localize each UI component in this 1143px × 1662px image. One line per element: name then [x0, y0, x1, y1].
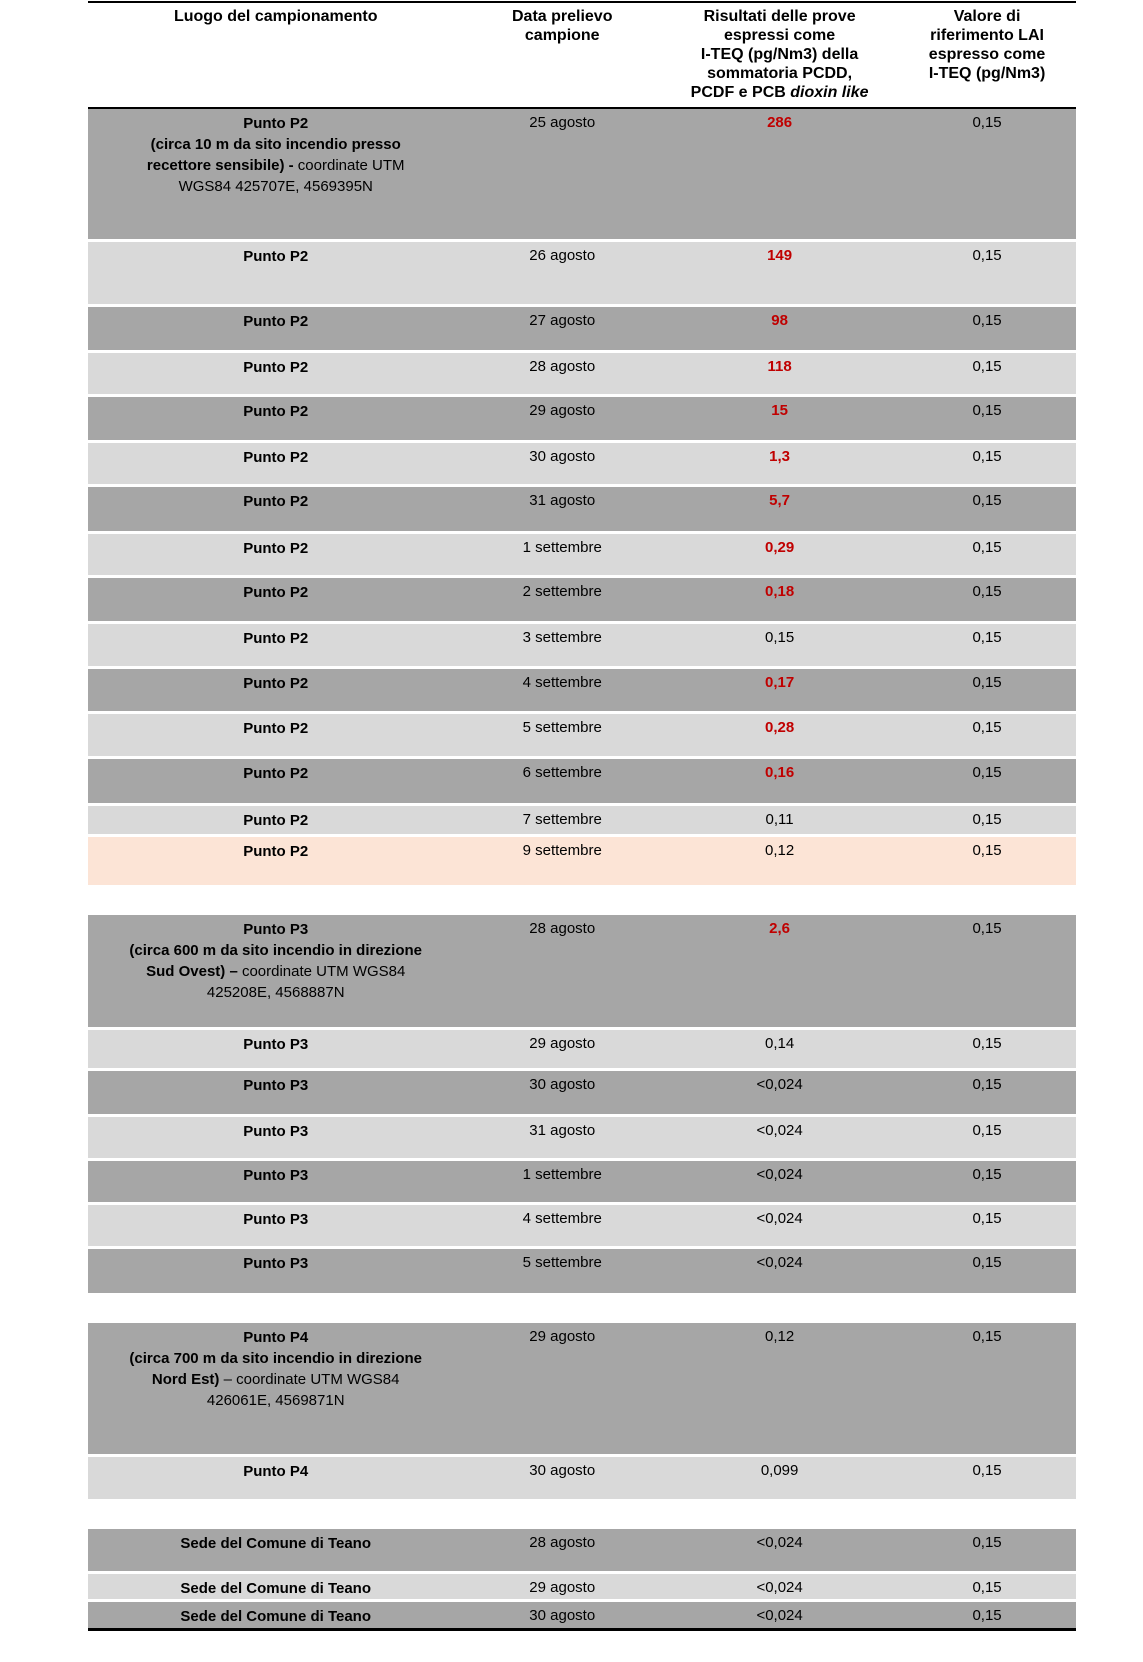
- text-line: [94, 718, 457, 739]
- text-line: [94, 982, 457, 1003]
- text-line: [94, 401, 457, 422]
- location-cell: [88, 806, 463, 831]
- reference-cell: 0,15: [972, 448, 1002, 465]
- text-line: [94, 940, 457, 961]
- results-table-punto-p2: [88, 1, 1076, 885]
- reference-cell: 0,15: [972, 1534, 1002, 1551]
- result-cell: 0,11: [765, 811, 794, 828]
- location-cell: [88, 487, 463, 512]
- location-cell: [88, 1249, 463, 1274]
- date-cell: 4 settembre: [522, 1210, 602, 1227]
- reference-cell: 0,15: [972, 247, 1002, 264]
- table-row: [88, 1249, 1076, 1293]
- table-row: [88, 1030, 1076, 1068]
- result-cell: 118: [767, 358, 792, 375]
- result-cell: 149: [767, 247, 793, 264]
- text-line: [94, 1348, 457, 1369]
- date-cell: 7 settembre: [522, 811, 602, 828]
- text-line: [904, 64, 1070, 83]
- result-cell: 1,3: [769, 448, 791, 465]
- result-cell: <0,024: [756, 1122, 803, 1139]
- table-row: [88, 1161, 1076, 1202]
- location-cell: [88, 242, 463, 267]
- result-cell: 0,14: [764, 1035, 795, 1052]
- result-cell: 0,12: [764, 1328, 795, 1345]
- text-line: [94, 1461, 457, 1482]
- text-line: [904, 26, 1070, 45]
- reference-cell: 0,15: [972, 312, 1002, 329]
- reference-cell: 0,15: [972, 1254, 1002, 1271]
- text-line: [94, 919, 457, 940]
- text-segment: Sede del Comune di Teano: [180, 1535, 372, 1552]
- date-cell: 3 settembre: [522, 629, 602, 646]
- text-segment: Punto P3: [243, 921, 309, 938]
- date-cell: 29 agosto: [529, 1328, 596, 1345]
- text-line: [94, 491, 457, 512]
- text-segment: I-TEQ (pg/Nm3): [928, 65, 1046, 82]
- text-segment: I-TEQ (pg/Nm3) della: [700, 46, 859, 63]
- date-cell: 1 settembre: [522, 539, 602, 556]
- reference-cell: 0,15: [972, 402, 1002, 419]
- text-segment: espresso come: [928, 46, 1046, 63]
- text-segment: (circa 600 m da sito incendio in direzione: [129, 942, 423, 959]
- table-row: [88, 307, 1076, 350]
- text-segment: coordinate UTM: [297, 157, 405, 174]
- text-segment: Punto P2: [243, 540, 309, 557]
- result-cell: <0,024: [756, 1166, 803, 1183]
- text-line: [667, 26, 892, 45]
- date-cell: 25 agosto: [529, 114, 596, 131]
- results-table-punto-p4: [88, 1323, 1076, 1499]
- location-cell: [88, 353, 463, 378]
- reference-cell: 0,15: [972, 1579, 1002, 1596]
- table-row: [88, 669, 1076, 711]
- location-cell: [88, 109, 463, 197]
- reference-cell: 0,15: [972, 1328, 1002, 1345]
- location-cell: [88, 714, 463, 739]
- text-segment: Punto P3: [243, 1077, 309, 1094]
- reference-cell: 0,15: [972, 629, 1002, 646]
- reference-cell: 0,15: [972, 492, 1002, 509]
- result-cell: <0,024: [756, 1254, 803, 1271]
- text-line: [94, 7, 457, 26]
- location-cell: [88, 1205, 463, 1230]
- text-segment: Punto P2: [243, 765, 309, 782]
- result-cell: 0,15: [764, 629, 795, 646]
- text-segment: Luogo del campionamento: [173, 8, 378, 25]
- text-segment: 425208E, 4568887N: [206, 984, 345, 1001]
- location-cell: [88, 307, 463, 332]
- text-line: [94, 1209, 457, 1230]
- result-cell: 98: [771, 312, 788, 329]
- text-segment: Punto P2: [243, 248, 309, 265]
- date-cell: 5 settembre: [522, 1254, 602, 1271]
- text-line: [667, 64, 892, 83]
- text-segment: Punto P2: [243, 630, 309, 647]
- reference-cell: 0,15: [972, 114, 1002, 131]
- text-line: [94, 1390, 457, 1411]
- text-segment: WGS84 425707E, 4569395N: [178, 178, 373, 195]
- text-line: [94, 1253, 457, 1274]
- date-cell: 26 agosto: [529, 247, 596, 264]
- result-cell: 0,16: [764, 764, 795, 781]
- date-cell: 28 agosto: [529, 358, 596, 375]
- table-row: [88, 1602, 1076, 1628]
- text-line: [94, 447, 457, 468]
- table-row: [88, 915, 1076, 1027]
- reference-cell: 0,15: [972, 1462, 1002, 1479]
- result-cell: <0,024: [756, 1534, 803, 1551]
- date-cell: 31 agosto: [529, 492, 596, 509]
- table-row: [88, 1205, 1076, 1246]
- text-segment: Punto P4: [243, 1463, 309, 1480]
- location-cell: [88, 1117, 463, 1142]
- text-line: [94, 810, 457, 831]
- text-line: [94, 628, 457, 649]
- text-segment: Sede del Comune di Teano: [180, 1608, 372, 1625]
- text-segment: Sud Ovest) –: [146, 963, 242, 980]
- reference-cell: 0,15: [972, 764, 1002, 781]
- table-row: [88, 1117, 1076, 1158]
- text-segment: Punto P3: [243, 1167, 309, 1184]
- text-line: [94, 961, 457, 982]
- text-segment: – coordinate UTM WGS84: [223, 1371, 400, 1388]
- table-row: [88, 624, 1076, 666]
- result-cell: 2,6: [769, 920, 791, 937]
- text-segment: sommatoria PCDD,: [707, 65, 853, 82]
- reference-cell: 0,15: [972, 1035, 1002, 1052]
- reference-cell: 0,15: [972, 583, 1002, 600]
- text-line: [94, 113, 457, 134]
- reference-cell: 0,15: [972, 1210, 1002, 1227]
- text-line: [94, 1121, 457, 1142]
- table-row: [88, 1529, 1076, 1571]
- text-segment: coordinate UTM WGS84: [241, 963, 406, 980]
- location-cell: [88, 624, 463, 649]
- location-cell: [88, 759, 463, 784]
- text-line: [94, 1075, 457, 1096]
- text-segment: Nord Est): [151, 1371, 224, 1388]
- location-cell: [88, 915, 463, 1003]
- text-segment: Punto P3: [243, 1036, 309, 1053]
- text-segment: Punto P2: [243, 493, 309, 510]
- text-segment: (circa 10 m da sito incendio presso: [150, 136, 401, 153]
- text-line: [94, 357, 457, 378]
- reference-cell: 0,15: [972, 1122, 1002, 1139]
- location-cell: [88, 1457, 463, 1482]
- text-line: [94, 155, 457, 176]
- text-segment: Risultati delle prove: [703, 8, 856, 25]
- table-header-row: [88, 3, 1076, 109]
- location-cell: [88, 669, 463, 694]
- text-line: [94, 1606, 457, 1627]
- location-cell: [88, 1574, 463, 1599]
- header-cell-luogo: [88, 3, 463, 31]
- table-row: [88, 109, 1076, 239]
- results-table-sede-comune-teano: [88, 1529, 1076, 1631]
- table-row: [88, 353, 1076, 394]
- text-line: [469, 26, 655, 45]
- reference-cell: 0,15: [972, 920, 1002, 937]
- text-segment: Punto P3: [243, 1211, 309, 1228]
- results-table-punto-p3: [88, 915, 1076, 1293]
- result-cell: 0,18: [764, 583, 795, 600]
- date-cell: 30 agosto: [529, 448, 596, 465]
- text-line: [904, 7, 1070, 26]
- date-cell: 9 settembre: [522, 842, 602, 859]
- reference-cell: 0,15: [972, 842, 1002, 859]
- text-segment: dioxin like: [790, 84, 869, 101]
- text-segment: riferimento LAI: [930, 27, 1044, 44]
- date-cell: 4 settembre: [522, 674, 602, 691]
- table-row: [88, 1323, 1076, 1454]
- location-cell: [88, 1161, 463, 1186]
- reference-cell: 0,15: [972, 539, 1002, 556]
- text-line: [94, 311, 457, 332]
- text-line: [94, 673, 457, 694]
- header-cell-data-prelievo: [463, 3, 661, 50]
- result-cell: 0,099: [760, 1462, 799, 1479]
- reference-cell: 0,15: [972, 811, 1002, 828]
- date-cell: 27 agosto: [529, 312, 596, 329]
- text-line: [94, 1533, 457, 1554]
- text-segment: recettore sensibile) -: [146, 157, 298, 174]
- location-cell: [88, 837, 463, 862]
- result-cell: 0,12: [764, 842, 795, 859]
- text-segment: Punto P2: [243, 812, 309, 829]
- date-cell: 30 agosto: [529, 1607, 596, 1624]
- text-line: [667, 83, 892, 102]
- text-segment: Punto P2: [243, 403, 309, 420]
- text-segment: Punto P2: [243, 449, 309, 466]
- text-line: [667, 45, 892, 64]
- table-row: [88, 1457, 1076, 1499]
- location-cell: [88, 1602, 463, 1627]
- result-cell: 0,29: [764, 539, 795, 556]
- text-segment: Sede del Comune di Teano: [180, 1580, 372, 1597]
- result-cell: <0,024: [756, 1607, 803, 1624]
- table-row: [88, 443, 1076, 484]
- text-segment: Punto P2: [243, 843, 309, 860]
- text-segment: espressi come: [723, 27, 836, 44]
- text-segment: Punto P3: [243, 1255, 309, 1272]
- location-cell: [88, 1071, 463, 1096]
- date-cell: 31 agosto: [529, 1122, 596, 1139]
- text-line: [94, 176, 457, 197]
- date-cell: 29 agosto: [529, 402, 596, 419]
- table-row: [88, 534, 1076, 575]
- result-cell: <0,024: [756, 1076, 803, 1093]
- text-line: [94, 1578, 457, 1599]
- text-segment: 426061E, 4569871N: [206, 1392, 345, 1409]
- table-row: [88, 1574, 1076, 1599]
- text-segment: (circa 700 m da sito incendio in direzione: [129, 1350, 423, 1367]
- reference-cell: 0,15: [972, 1166, 1002, 1183]
- table-row: [88, 578, 1076, 621]
- table-row: [88, 837, 1076, 885]
- text-line: [94, 1369, 457, 1390]
- text-line: [94, 1034, 457, 1055]
- header-cell-valore-riferimento: [898, 3, 1076, 88]
- table-row: [88, 806, 1076, 834]
- text-line: [904, 45, 1070, 64]
- location-cell: [88, 1529, 463, 1554]
- sampling-results-document: [88, 1, 1076, 1631]
- location-cell: [88, 1323, 463, 1411]
- table-row: [88, 397, 1076, 440]
- location-cell: [88, 443, 463, 468]
- reference-cell: 0,15: [972, 358, 1002, 375]
- result-cell: 286: [767, 114, 793, 131]
- date-cell: 6 settembre: [522, 764, 602, 781]
- text-line: [94, 1165, 457, 1186]
- text-line: [94, 763, 457, 784]
- text-segment: Punto P3: [243, 1123, 309, 1140]
- location-cell: [88, 1030, 463, 1055]
- text-segment: Data prelievo: [511, 8, 613, 25]
- text-segment: campione: [524, 27, 600, 44]
- date-cell: 5 settembre: [522, 719, 602, 736]
- text-segment: Punto P2: [243, 115, 309, 132]
- date-cell: 2 settembre: [522, 583, 602, 600]
- text-segment: Punto P2: [243, 359, 309, 376]
- date-cell: 30 agosto: [529, 1076, 596, 1093]
- text-line: [469, 7, 655, 26]
- text-line: [94, 246, 457, 267]
- text-line: [94, 841, 457, 862]
- table-row: [88, 714, 1076, 756]
- result-cell: 5,7: [769, 492, 791, 509]
- text-segment: Punto P2: [243, 584, 309, 601]
- text-line: [667, 7, 892, 26]
- text-segment: Punto P2: [243, 313, 309, 330]
- result-cell: 15: [771, 402, 788, 419]
- text-segment: Valore di: [953, 8, 1021, 25]
- table-row: [88, 759, 1076, 803]
- text-line: [94, 582, 457, 603]
- text-segment: PCDF e PCB: [690, 84, 791, 101]
- date-cell: 1 settembre: [522, 1166, 602, 1183]
- header-cell-risultati: [661, 3, 898, 107]
- text-segment: Punto P2: [243, 720, 309, 737]
- result-cell: <0,024: [756, 1579, 803, 1596]
- date-cell: 30 agosto: [529, 1462, 596, 1479]
- reference-cell: 0,15: [972, 674, 1002, 691]
- reference-cell: 0,15: [972, 1076, 1002, 1093]
- result-cell: 0,28: [764, 719, 795, 736]
- table-row: [88, 242, 1076, 304]
- location-cell: [88, 397, 463, 422]
- text-segment: Punto P4: [243, 1329, 309, 1346]
- reference-cell: 0,15: [972, 719, 1002, 736]
- table-row: [88, 487, 1076, 531]
- date-cell: 28 agosto: [529, 1534, 596, 1551]
- date-cell: 29 agosto: [529, 1035, 596, 1052]
- result-cell: <0,024: [756, 1210, 803, 1227]
- table-row: [88, 1071, 1076, 1114]
- date-cell: 28 agosto: [529, 920, 596, 937]
- text-line: [94, 134, 457, 155]
- text-line: [94, 538, 457, 559]
- text-line: [94, 1327, 457, 1348]
- result-cell: 0,17: [764, 674, 795, 691]
- location-cell: [88, 534, 463, 559]
- location-cell: [88, 578, 463, 603]
- date-cell: 29 agosto: [529, 1579, 596, 1596]
- text-segment: Punto P2: [243, 675, 309, 692]
- reference-cell: 0,15: [972, 1607, 1002, 1624]
